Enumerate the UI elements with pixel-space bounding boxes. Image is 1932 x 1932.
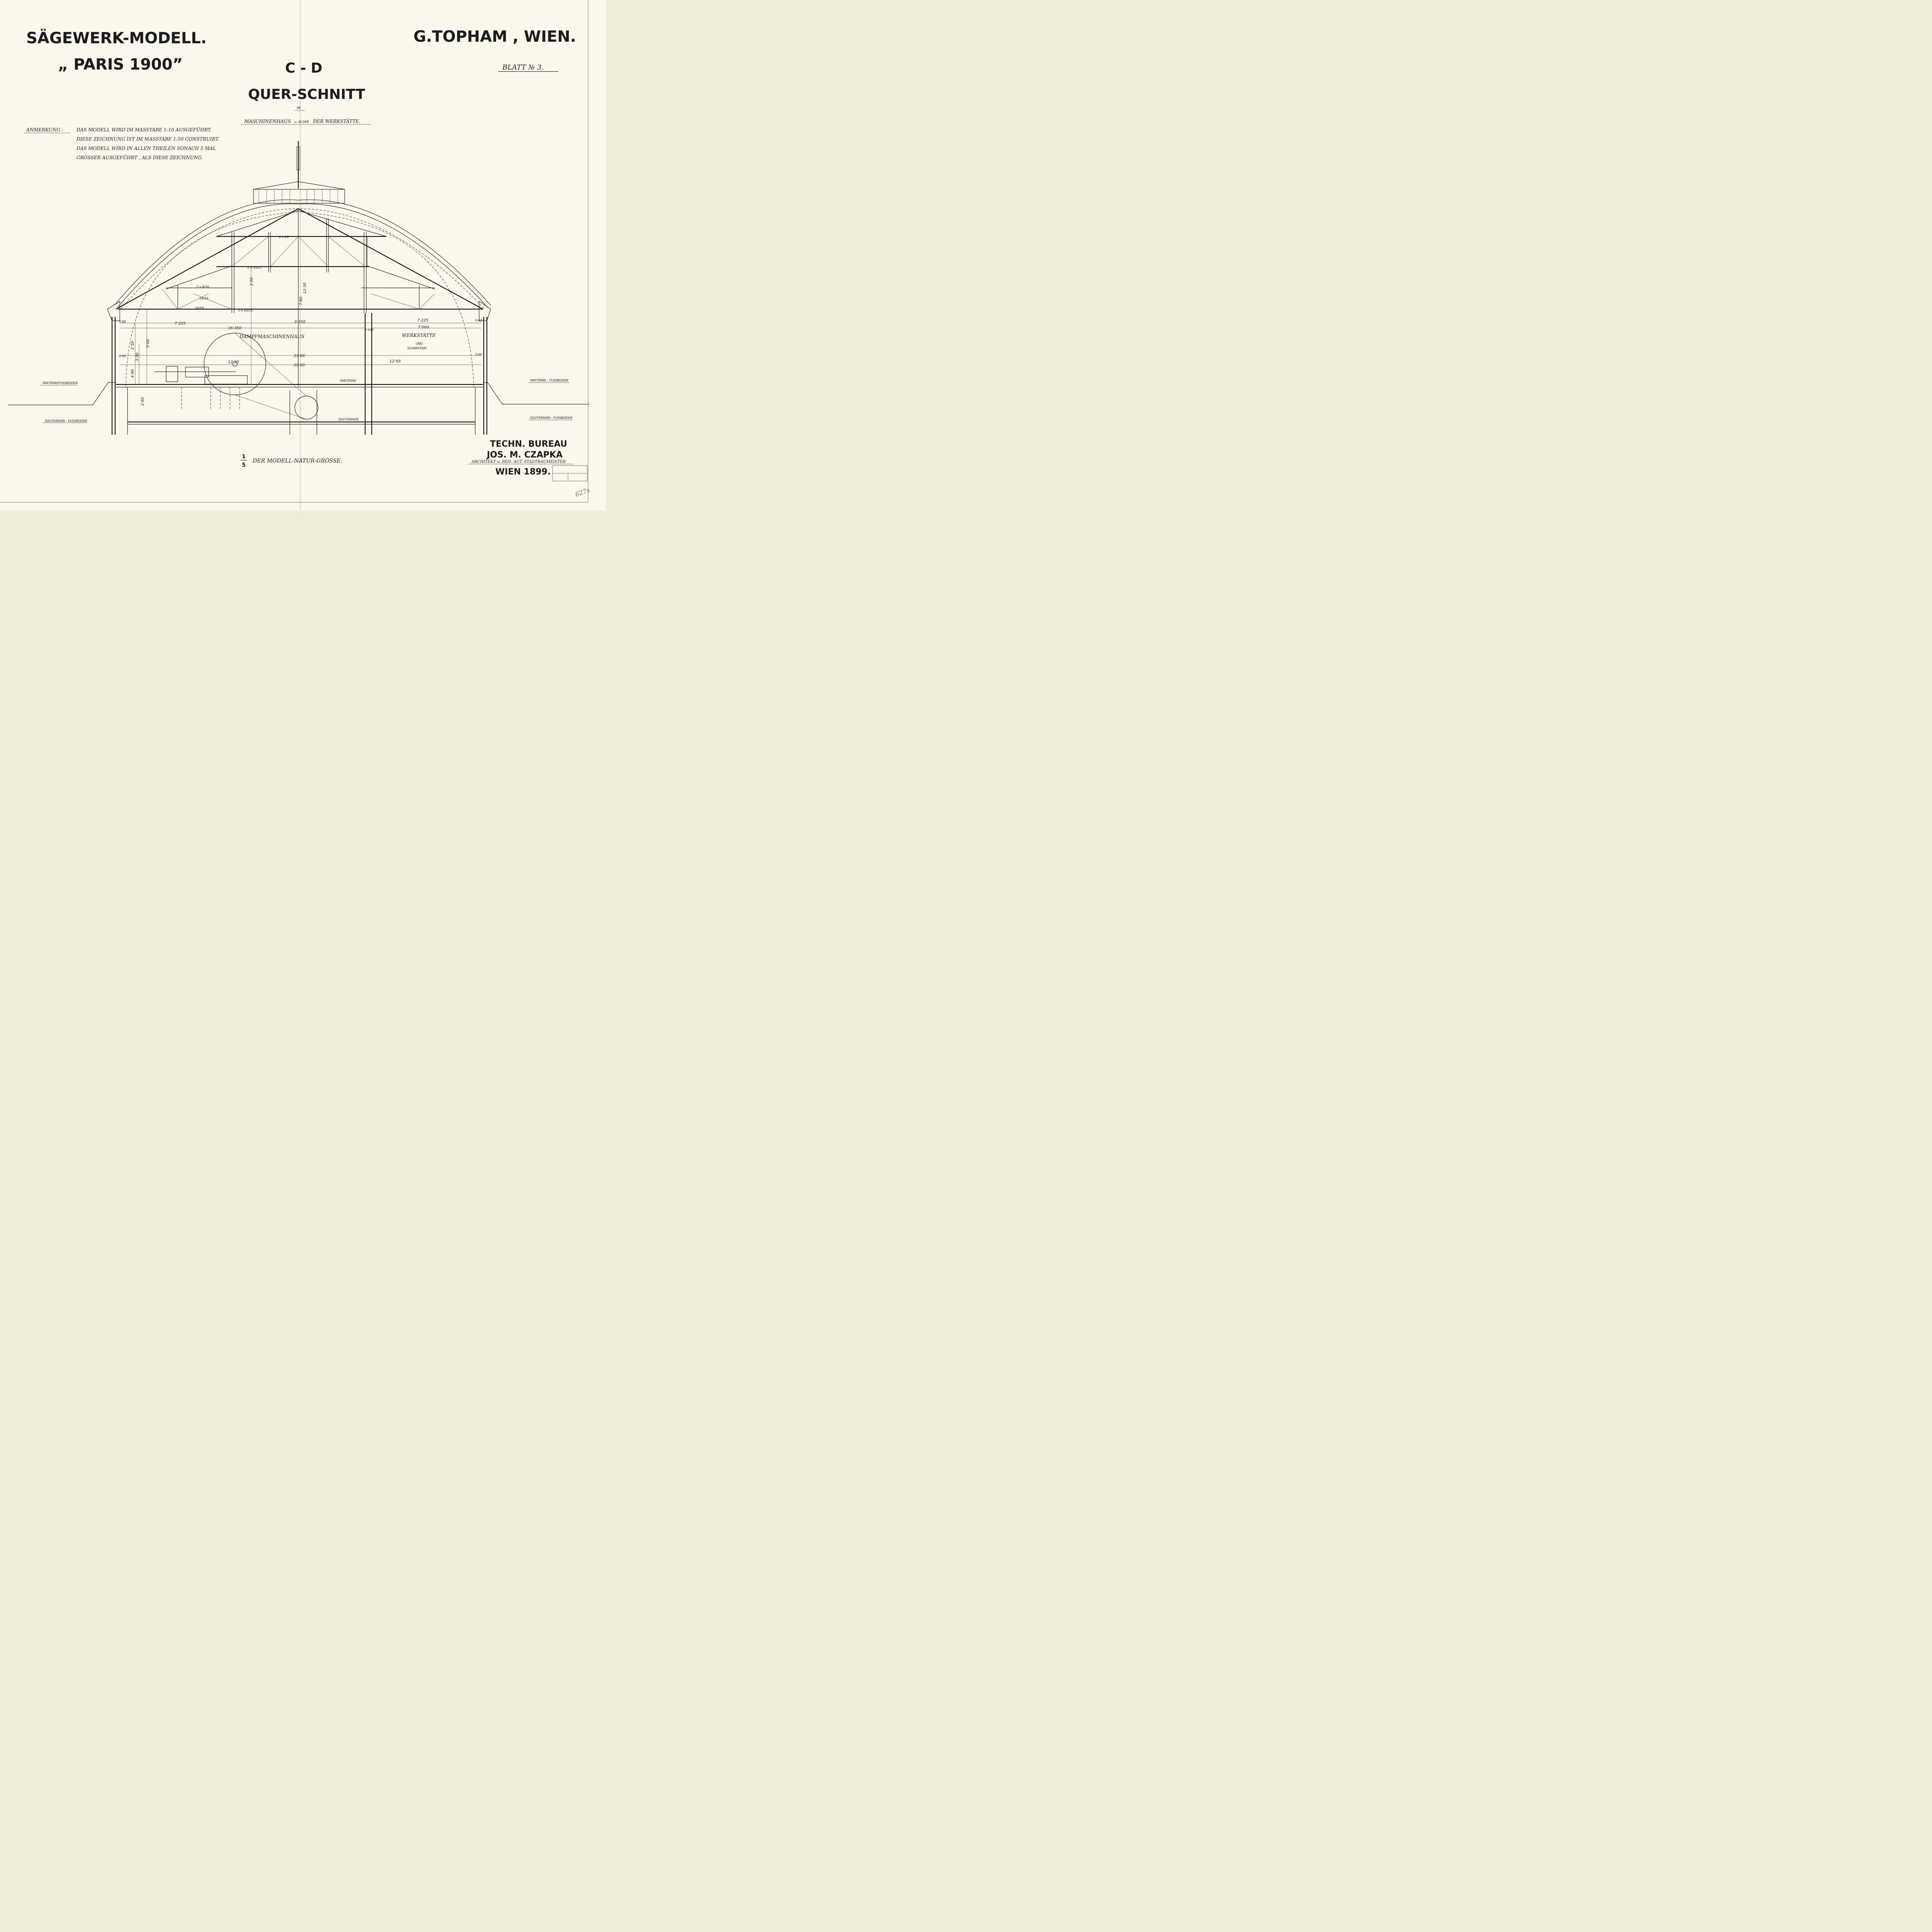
scale-denominator: 5 (242, 462, 246, 468)
label-workshop: WERKSTÄTTE (402, 333, 436, 338)
dim-9350: 9·350 (294, 320, 306, 324)
label-ground-floor-left: PARTERREFUSSBODEN (43, 381, 78, 385)
dim-500: 5·00 (146, 339, 150, 348)
dim-780: 7·80 (299, 296, 303, 305)
architect-name: JOS. M. CZAPKA (487, 450, 563, 460)
section-title: QUER-SCHNITT (248, 87, 366, 102)
dim-7225-right: 7·225 (417, 318, 429, 323)
title-line-2: „ PARIS 1900” (58, 56, 183, 73)
member-2x8-16: 2 x 8/16 (196, 285, 209, 289)
dim-2500: 25·00 (294, 363, 305, 367)
member-2x10: 2 x 10 (279, 235, 289, 239)
dim-7225-left: 7·225 (175, 321, 186, 326)
label-ground-floor-right: PARTERRE - FUSSBODEN (530, 379, 568, 382)
dim-250: 2·50 (131, 341, 135, 350)
dim-330: 3·30 (135, 352, 139, 361)
label-und: UND (416, 342, 423, 345)
place-date: WIEN 1899. (495, 467, 551, 477)
dim-400: 4·00 (131, 369, 135, 378)
dim-060-a: 0·60 (119, 320, 126, 323)
cross-section-drawing (0, 0, 606, 510)
member-2x10-21: 2 x 10/21 (247, 266, 262, 269)
label-basement-left: SOUTERRAIN - FUSSBODEN (45, 419, 87, 423)
dim-7000: 7·000 (418, 325, 429, 330)
label-ground-floor-mid: PARTERRE (340, 379, 356, 383)
scale-text: DER MODELL-NATUR-GRÖSSE. (253, 458, 342, 464)
building-section (8, 141, 589, 435)
member-16-16: 16/16 (199, 297, 209, 300)
section-id: C - D (285, 60, 323, 76)
section-im: IM (297, 106, 301, 110)
label-steam-engine-house: DAMPFMASCHINENHAUS (240, 334, 304, 339)
note-line-4: GRÖSSER AUSGEFÜHRT , ALS DIESE ZEICHNUNG. (77, 155, 203, 160)
archive-number: 627s (574, 486, 591, 498)
sheet-number: BLATT № 3. (502, 63, 544, 71)
dim-2380: 23·80 (294, 354, 305, 358)
dim-16350: 16·350 (228, 326, 242, 330)
dim-060-c: 0·60 (119, 354, 126, 358)
drawing-sheet (0, 0, 606, 510)
label-basement-right: SOUTERRAIN - FUSSBODEN (530, 416, 573, 420)
member-2x16-16: 2 x 16/16 (238, 309, 253, 312)
label-basement-mid: SOUTERRAIN (338, 418, 359, 421)
member-16-18: 16/18 (195, 306, 204, 310)
section-subtitle-a: MASCHINENHAUS (244, 119, 291, 124)
dim-060-d: 0·60 (475, 353, 482, 356)
dim-1250-left: 12·50 (228, 360, 239, 364)
note-line-1: DAS MODELL WIRD IM MASSTABE 1:10 AUSGEFÜHRT. (77, 127, 212, 133)
dim-1230: 12·30 (303, 282, 307, 294)
archive-stamp (553, 466, 587, 481)
dim-350: 3·50 (250, 277, 254, 286)
scale-numerator: 1 (242, 454, 246, 460)
section-subtitle-b: u. IN DER (294, 120, 309, 124)
note-label: ANMERKUNG : (26, 127, 63, 133)
note-line-2: DIESE ZEICHNUNG IST IM MASSTABE 1:50 CONSTRUIRT. (77, 136, 219, 142)
note-line-3: DAS MODELL WIRD IN ALLEN THEILEN SONACH 5 MAL (77, 146, 216, 151)
label-sharpening: SCHÄRFEREI (407, 347, 427, 350)
section-subtitle-c: DER WERKSTÄTTE. (313, 119, 361, 124)
dim-0450: 0·450 (365, 328, 374, 332)
title-line-1: SÄGEWERK-MODELL. (26, 29, 207, 47)
dim-1250-right: 12·50 (389, 359, 401, 364)
company-name: G.TOPHAM , WIEN. (413, 28, 576, 46)
bureau-name: TECHN. BUREAU (490, 439, 567, 449)
dim-060-b: 0·60 (475, 319, 482, 322)
architect-title: ARCHITEKT u. BEH. AUT. STADTBAUMEISTER (471, 460, 566, 464)
dim-260: 2·60 (141, 397, 145, 406)
